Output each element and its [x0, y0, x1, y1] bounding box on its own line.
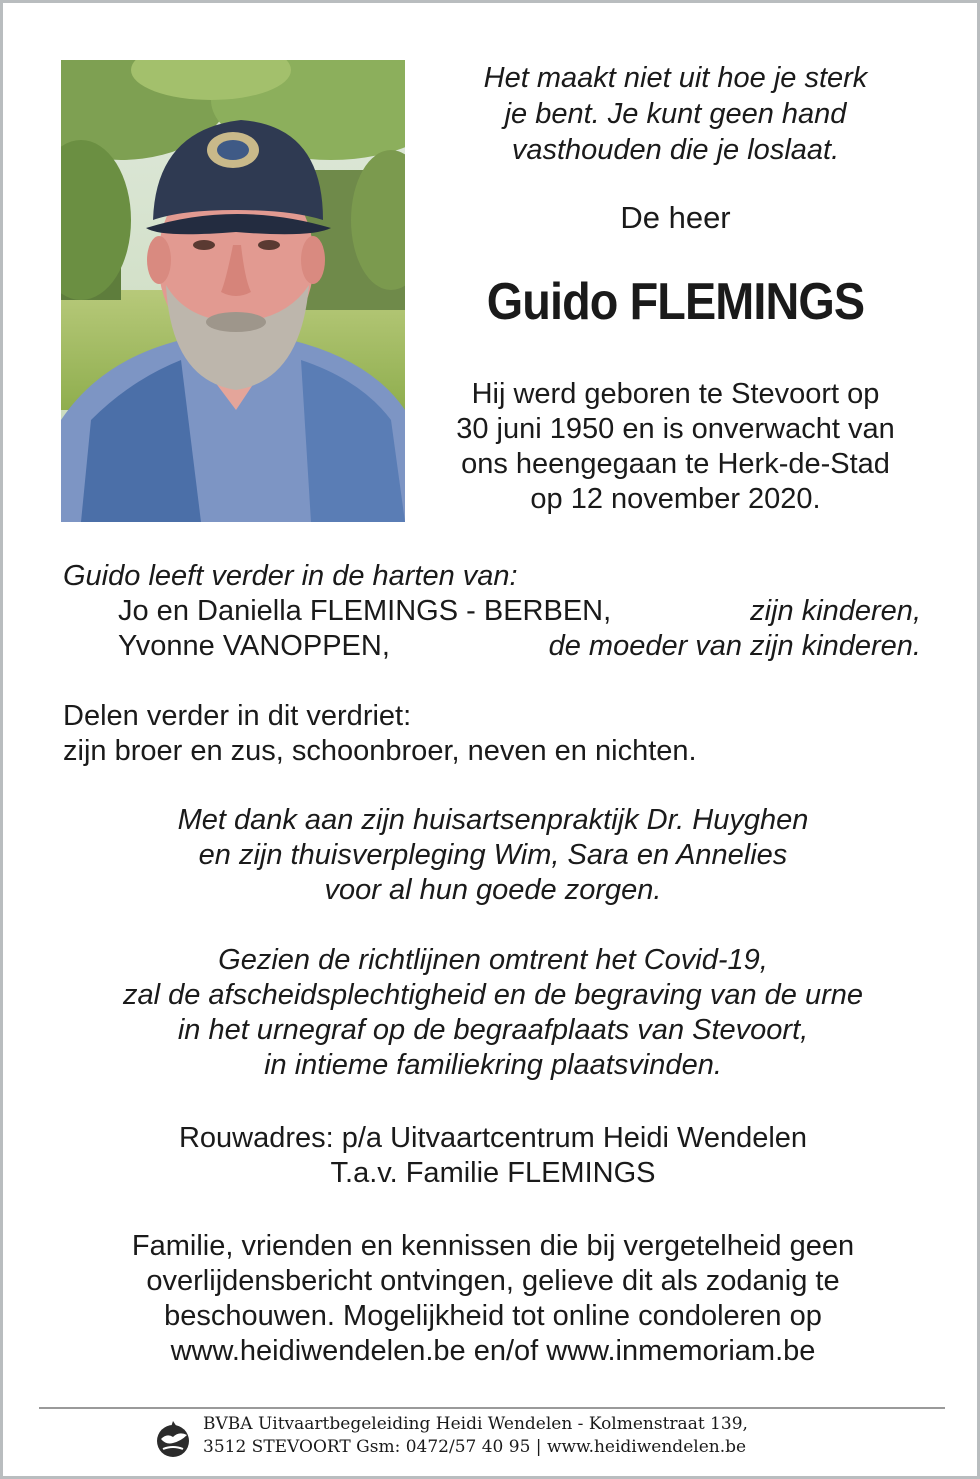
- birth-line: 30 juni 1950 en is onverwacht van: [456, 413, 895, 445]
- birth-line: Hij werd geboren te Stevoort op: [471, 378, 880, 410]
- address-line: Rouwadres: p/a Uitvaartcentrum Heidi Wendelen: [178, 1122, 808, 1154]
- quote-line: Het maakt niet uit hoe je sterk: [483, 62, 868, 94]
- survived-by-section: [63, 559, 933, 664]
- portrait-photo: [61, 60, 405, 522]
- quote-line: je bent. Je kunt geen hand: [504, 98, 847, 130]
- salutation: De heer: [620, 200, 731, 235]
- relative-name: Jo en Daniella FLEMINGS - BERBEN,: [118, 595, 612, 627]
- notice-line: overlijdensbericht ontvingen, gelieve dit als zodanig te: [146, 1265, 840, 1297]
- birth-line: ons heengegaan te Herk-de-Stad: [461, 448, 890, 480]
- thanks-line: Met dank aan zijn huisartsenpraktijk Dr. Huyghen: [177, 804, 809, 836]
- quote-line: vasthouden die je loslaat.: [511, 134, 840, 166]
- survived-by-intro: Guido leeft verder in de harten van:: [63, 560, 518, 592]
- relative-role: zijn kinderen,: [750, 595, 921, 627]
- relative-row: [63, 629, 933, 664]
- notice-line: Familie, vrienden en kennissen die bij vergetelheid geen: [131, 1230, 855, 1262]
- covid-line: Gezien de richtlijnen omtrent het Covid-19,: [218, 944, 768, 976]
- dove-globe-logo-icon: [153, 1419, 193, 1459]
- footer-divider: [39, 1407, 945, 1409]
- opening-quote: [423, 60, 928, 168]
- relative-role: de moeder van zijn kinderen.: [548, 630, 921, 662]
- mourning-address-section: [3, 1121, 980, 1191]
- grief-line: zijn broer en zus, schoonbroer, neven en nichten.: [63, 735, 697, 767]
- funeral-home-footer: [153, 1413, 853, 1463]
- relative-name: Yvonne VANOPPEN,: [118, 630, 390, 662]
- birth-line: op 12 november 2020.: [530, 483, 821, 515]
- covid-line: in het urnegraf op de begraafplaats van Stevoort,: [177, 1014, 809, 1046]
- covid-notice-section: [3, 943, 980, 1083]
- notice-line: www.heidiwendelen.be en/of www.inmemoriam.be: [170, 1335, 816, 1367]
- deceased-name: Guido FLEMINGS: [486, 273, 865, 331]
- relative-row: [63, 594, 933, 629]
- grief-line: Delen verder in dit verdriet:: [63, 700, 412, 732]
- shared-grief-section: [63, 699, 933, 769]
- footer-text: [203, 1413, 748, 1459]
- covid-line: zal de afscheidsplechtigheid en de begraving van de urne: [122, 979, 864, 1011]
- covid-line: in intieme familiekring plaatsvinden.: [264, 1049, 722, 1081]
- birth-death-text: [423, 377, 928, 517]
- footer-line-1: BVBA Uitvaartbegeleiding Heidi Wendelen - Kolmenstraat 139,: [203, 1414, 748, 1434]
- thanks-line: voor al hun goede zorgen.: [324, 874, 662, 906]
- address-line: T.a.v. Familie FLEMINGS: [330, 1157, 656, 1189]
- footer-line-2: 3512 STEVOORT Gsm: 0472/57 40 95 | www.heidiwendelen.be: [203, 1437, 747, 1457]
- thanks-line: en zijn thuisverpleging Wim, Sara en Annelies: [198, 839, 788, 871]
- closing-notice-section: [3, 1229, 980, 1369]
- thanks-section: [3, 803, 980, 908]
- notice-line: beschouwen. Mogelijkheid tot online condoleren op: [164, 1300, 822, 1332]
